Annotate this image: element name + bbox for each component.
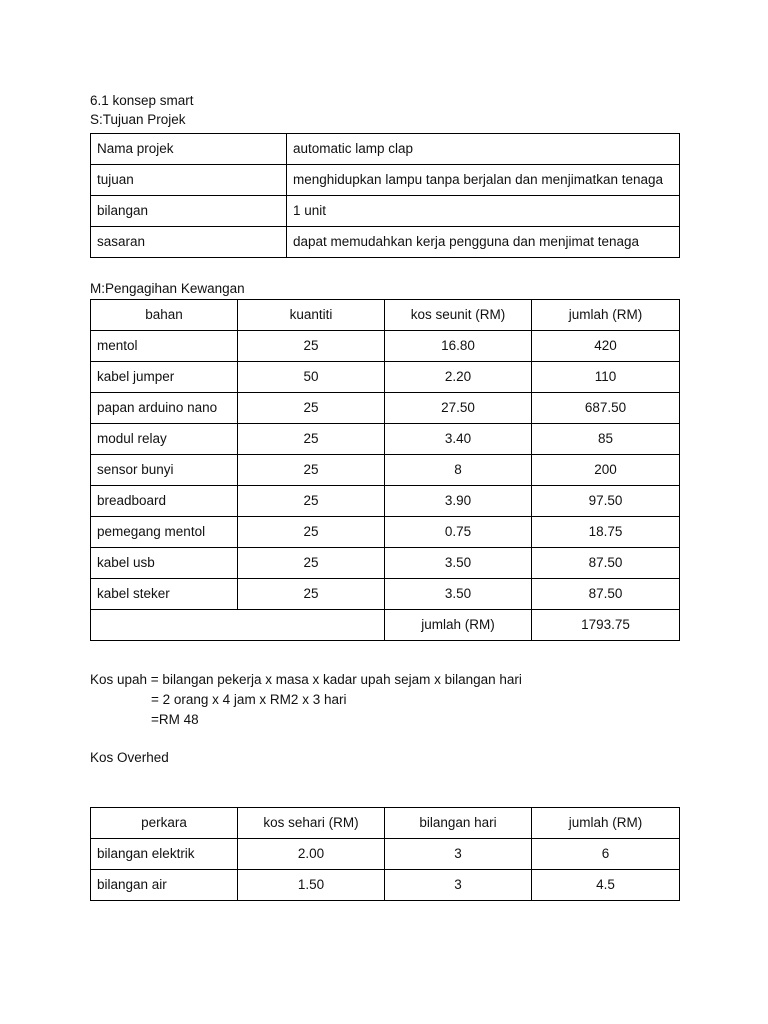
value-cell: 3.50 xyxy=(385,548,532,579)
value-cell: 0.75 xyxy=(385,517,532,548)
item-name-cell: papan arduino nano xyxy=(91,393,238,424)
column-header: kos sehari (RM) xyxy=(238,808,385,839)
total-value-cell: 1793.75 xyxy=(532,610,680,641)
labour-cost-line-3: =RM 48 xyxy=(151,712,199,727)
table-row xyxy=(91,548,680,579)
finance-table xyxy=(90,299,680,641)
value-cell: 27.50 xyxy=(385,393,532,424)
section-s-label: S:Tujuan Projek xyxy=(90,112,186,127)
table-row xyxy=(91,196,680,227)
value-cell: 4.5 xyxy=(532,870,680,901)
column-header: jumlah (RM) xyxy=(532,300,680,331)
value-cell: 2.00 xyxy=(238,839,385,870)
table-row xyxy=(91,579,680,610)
item-name-cell: bilangan air xyxy=(91,870,238,901)
item-name-cell: kabel jumper xyxy=(91,362,238,393)
item-name-cell: kabel steker xyxy=(91,579,238,610)
value-cell: 50 xyxy=(238,362,385,393)
value-cell: 3 xyxy=(385,870,532,901)
overhead-label: Kos Overhed xyxy=(90,750,169,765)
value-cell: 25 xyxy=(238,579,385,610)
value-cell: 200 xyxy=(532,455,680,486)
value-cell: 2.20 xyxy=(385,362,532,393)
field-label-cell: bilangan xyxy=(91,196,287,227)
value-cell: 3.40 xyxy=(385,424,532,455)
value-cell: 3.50 xyxy=(385,579,532,610)
value-cell: 110 xyxy=(532,362,680,393)
table-row xyxy=(91,486,680,517)
value-cell: 85 xyxy=(532,424,680,455)
table-header-row xyxy=(91,300,680,331)
value-cell: 18.75 xyxy=(532,517,680,548)
column-header: kuantiti xyxy=(238,300,385,331)
table-row xyxy=(91,870,680,901)
column-header: bahan xyxy=(91,300,238,331)
value-cell: 3 xyxy=(385,839,532,870)
value-cell: 25 xyxy=(238,331,385,362)
value-cell: 25 xyxy=(238,424,385,455)
column-header: kos seunit (RM) xyxy=(385,300,532,331)
value-cell: 687.50 xyxy=(532,393,680,424)
table-row xyxy=(91,165,680,196)
empty-cell xyxy=(91,610,385,641)
table-row xyxy=(91,227,680,258)
value-cell: 8 xyxy=(385,455,532,486)
value-cell: 25 xyxy=(238,517,385,548)
total-label-cell: jumlah (RM) xyxy=(385,610,532,641)
table-row xyxy=(91,424,680,455)
table-row xyxy=(91,134,680,165)
value-cell: 97.50 xyxy=(532,486,680,517)
labour-cost-line-2: = 2 orang x 4 jam x RM2 x 3 hari xyxy=(151,692,347,707)
item-name-cell: mentol xyxy=(91,331,238,362)
document-heading: 6.1 konsep smart xyxy=(90,93,194,108)
table-row xyxy=(91,362,680,393)
value-cell: 87.50 xyxy=(532,548,680,579)
item-name-cell: breadboard xyxy=(91,486,238,517)
field-value-cell: dapat memudahkan kerja pengguna dan menjimat tenaga xyxy=(287,227,680,258)
item-name-cell: sensor bunyi xyxy=(91,455,238,486)
item-name-cell: kabel usb xyxy=(91,548,238,579)
value-cell: 25 xyxy=(238,486,385,517)
value-cell: 1.50 xyxy=(238,870,385,901)
table-header-row xyxy=(91,808,680,839)
value-cell: 87.50 xyxy=(532,579,680,610)
value-cell: 25 xyxy=(238,393,385,424)
value-cell: 16.80 xyxy=(385,331,532,362)
column-header: jumlah (RM) xyxy=(532,808,680,839)
field-label-cell: sasaran xyxy=(91,227,287,258)
project-goal-table xyxy=(90,133,680,258)
table-row xyxy=(91,393,680,424)
table-row xyxy=(91,331,680,362)
table-row xyxy=(91,839,680,870)
column-header: perkara xyxy=(91,808,238,839)
item-name-cell: pemegang mentol xyxy=(91,517,238,548)
total-row xyxy=(91,610,680,641)
labour-cost-line-1: Kos upah = bilangan pekerja x masa x kadar upah sejam x bilangan hari xyxy=(90,672,522,687)
column-header: bilangan hari xyxy=(385,808,532,839)
value-cell: 25 xyxy=(238,548,385,579)
value-cell: 6 xyxy=(532,839,680,870)
field-value-cell: 1 unit xyxy=(287,196,680,227)
field-label-cell: Nama projek xyxy=(91,134,287,165)
item-name-cell: modul relay xyxy=(91,424,238,455)
field-value-cell: automatic lamp clap xyxy=(287,134,680,165)
field-label-cell: tujuan xyxy=(91,165,287,196)
table-row xyxy=(91,455,680,486)
value-cell: 25 xyxy=(238,455,385,486)
value-cell: 420 xyxy=(532,331,680,362)
overhead-table xyxy=(90,807,680,901)
value-cell: 3.90 xyxy=(385,486,532,517)
item-name-cell: bilangan elektrik xyxy=(91,839,238,870)
field-value-cell: menghidupkan lampu tanpa berjalan dan menjimatkan tenaga xyxy=(287,165,680,196)
table-row xyxy=(91,517,680,548)
section-m-label: M:Pengagihan Kewangan xyxy=(90,281,245,296)
